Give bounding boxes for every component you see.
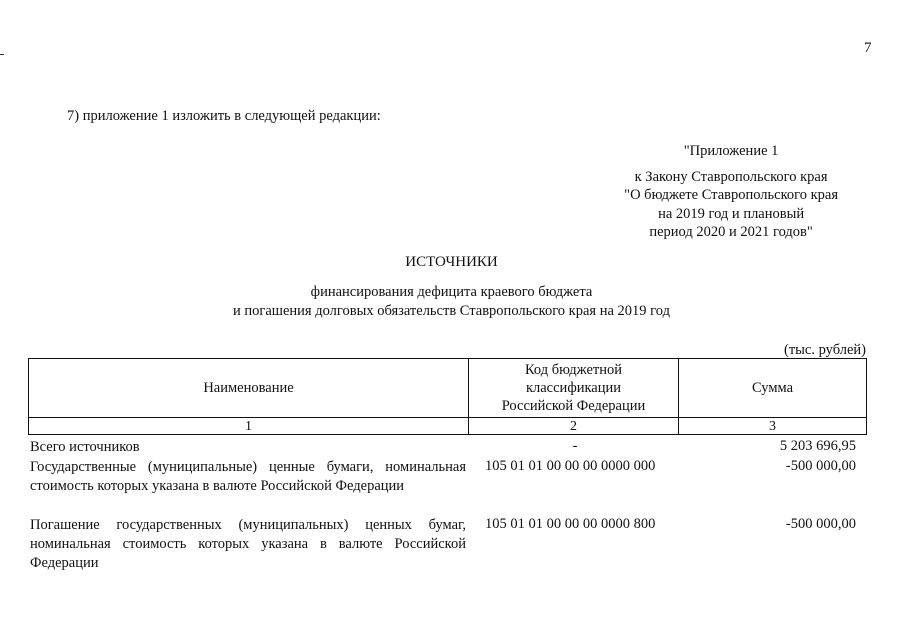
document-title: ИСТОЧНИКИ (405, 254, 498, 270)
appendix-line: "Приложение 1 (683, 143, 779, 159)
table-row (30, 516, 866, 576)
appendix-line: на 2019 год и плановый (658, 205, 805, 222)
row-sum: -500 000,00 (785, 458, 856, 474)
row-sum: -500 000,00 (785, 516, 856, 532)
row-code: - (572, 438, 578, 454)
subtitle-line: финансирования дефицита краевого бюджета (310, 284, 593, 300)
appendix-line: к Закону Ставропольского края (634, 168, 828, 185)
column-number: 1 (29, 418, 469, 435)
column-number: 3 (679, 418, 867, 435)
appendix-line: "О бюджете Ставропольского края (624, 187, 838, 203)
document-subtitle (0, 283, 903, 321)
page-number: 7 (864, 40, 872, 56)
subtitle-line: и погашения долговых обязательств Ставропольского края на 2019 год (233, 303, 670, 319)
units-label: (тыс. рублей) (784, 342, 866, 358)
table-row (30, 438, 866, 458)
table-row (30, 458, 866, 498)
margin-mark (0, 54, 4, 55)
row-sum: 5 203 696,95 (779, 438, 856, 454)
header-name: Наименование (29, 359, 469, 418)
column-number: 2 (469, 418, 679, 435)
appendix-reference (624, 142, 838, 242)
table-header (28, 358, 867, 435)
header-code-line: Российской Федерации (501, 398, 646, 414)
row-code: 105 01 01 00 00 00 0000 800 (485, 516, 656, 532)
header-code-line: классификации (525, 380, 622, 396)
row-code: 105 01 01 00 00 00 0000 000 (485, 458, 656, 474)
appendix-line: период 2020 и 2021 годов" (649, 224, 813, 240)
intro-text: 7) приложение 1 изложить в следующей редакции: (67, 108, 381, 124)
row-name: Государственные (муниципальные) ценные бумаги, номинальная стоимость которых указана в валюте Российской Федерации (30, 459, 466, 494)
header-sum: Сумма (679, 359, 867, 418)
header-code-line: Код бюджетной (524, 362, 622, 378)
row-name: Всего источников (30, 439, 140, 455)
header-code (469, 359, 679, 418)
row-name: Погашение государственных (муниципальных) ценных бумаг, номинальная стоимость которых указана в валюте Российской Федерации (30, 517, 466, 571)
